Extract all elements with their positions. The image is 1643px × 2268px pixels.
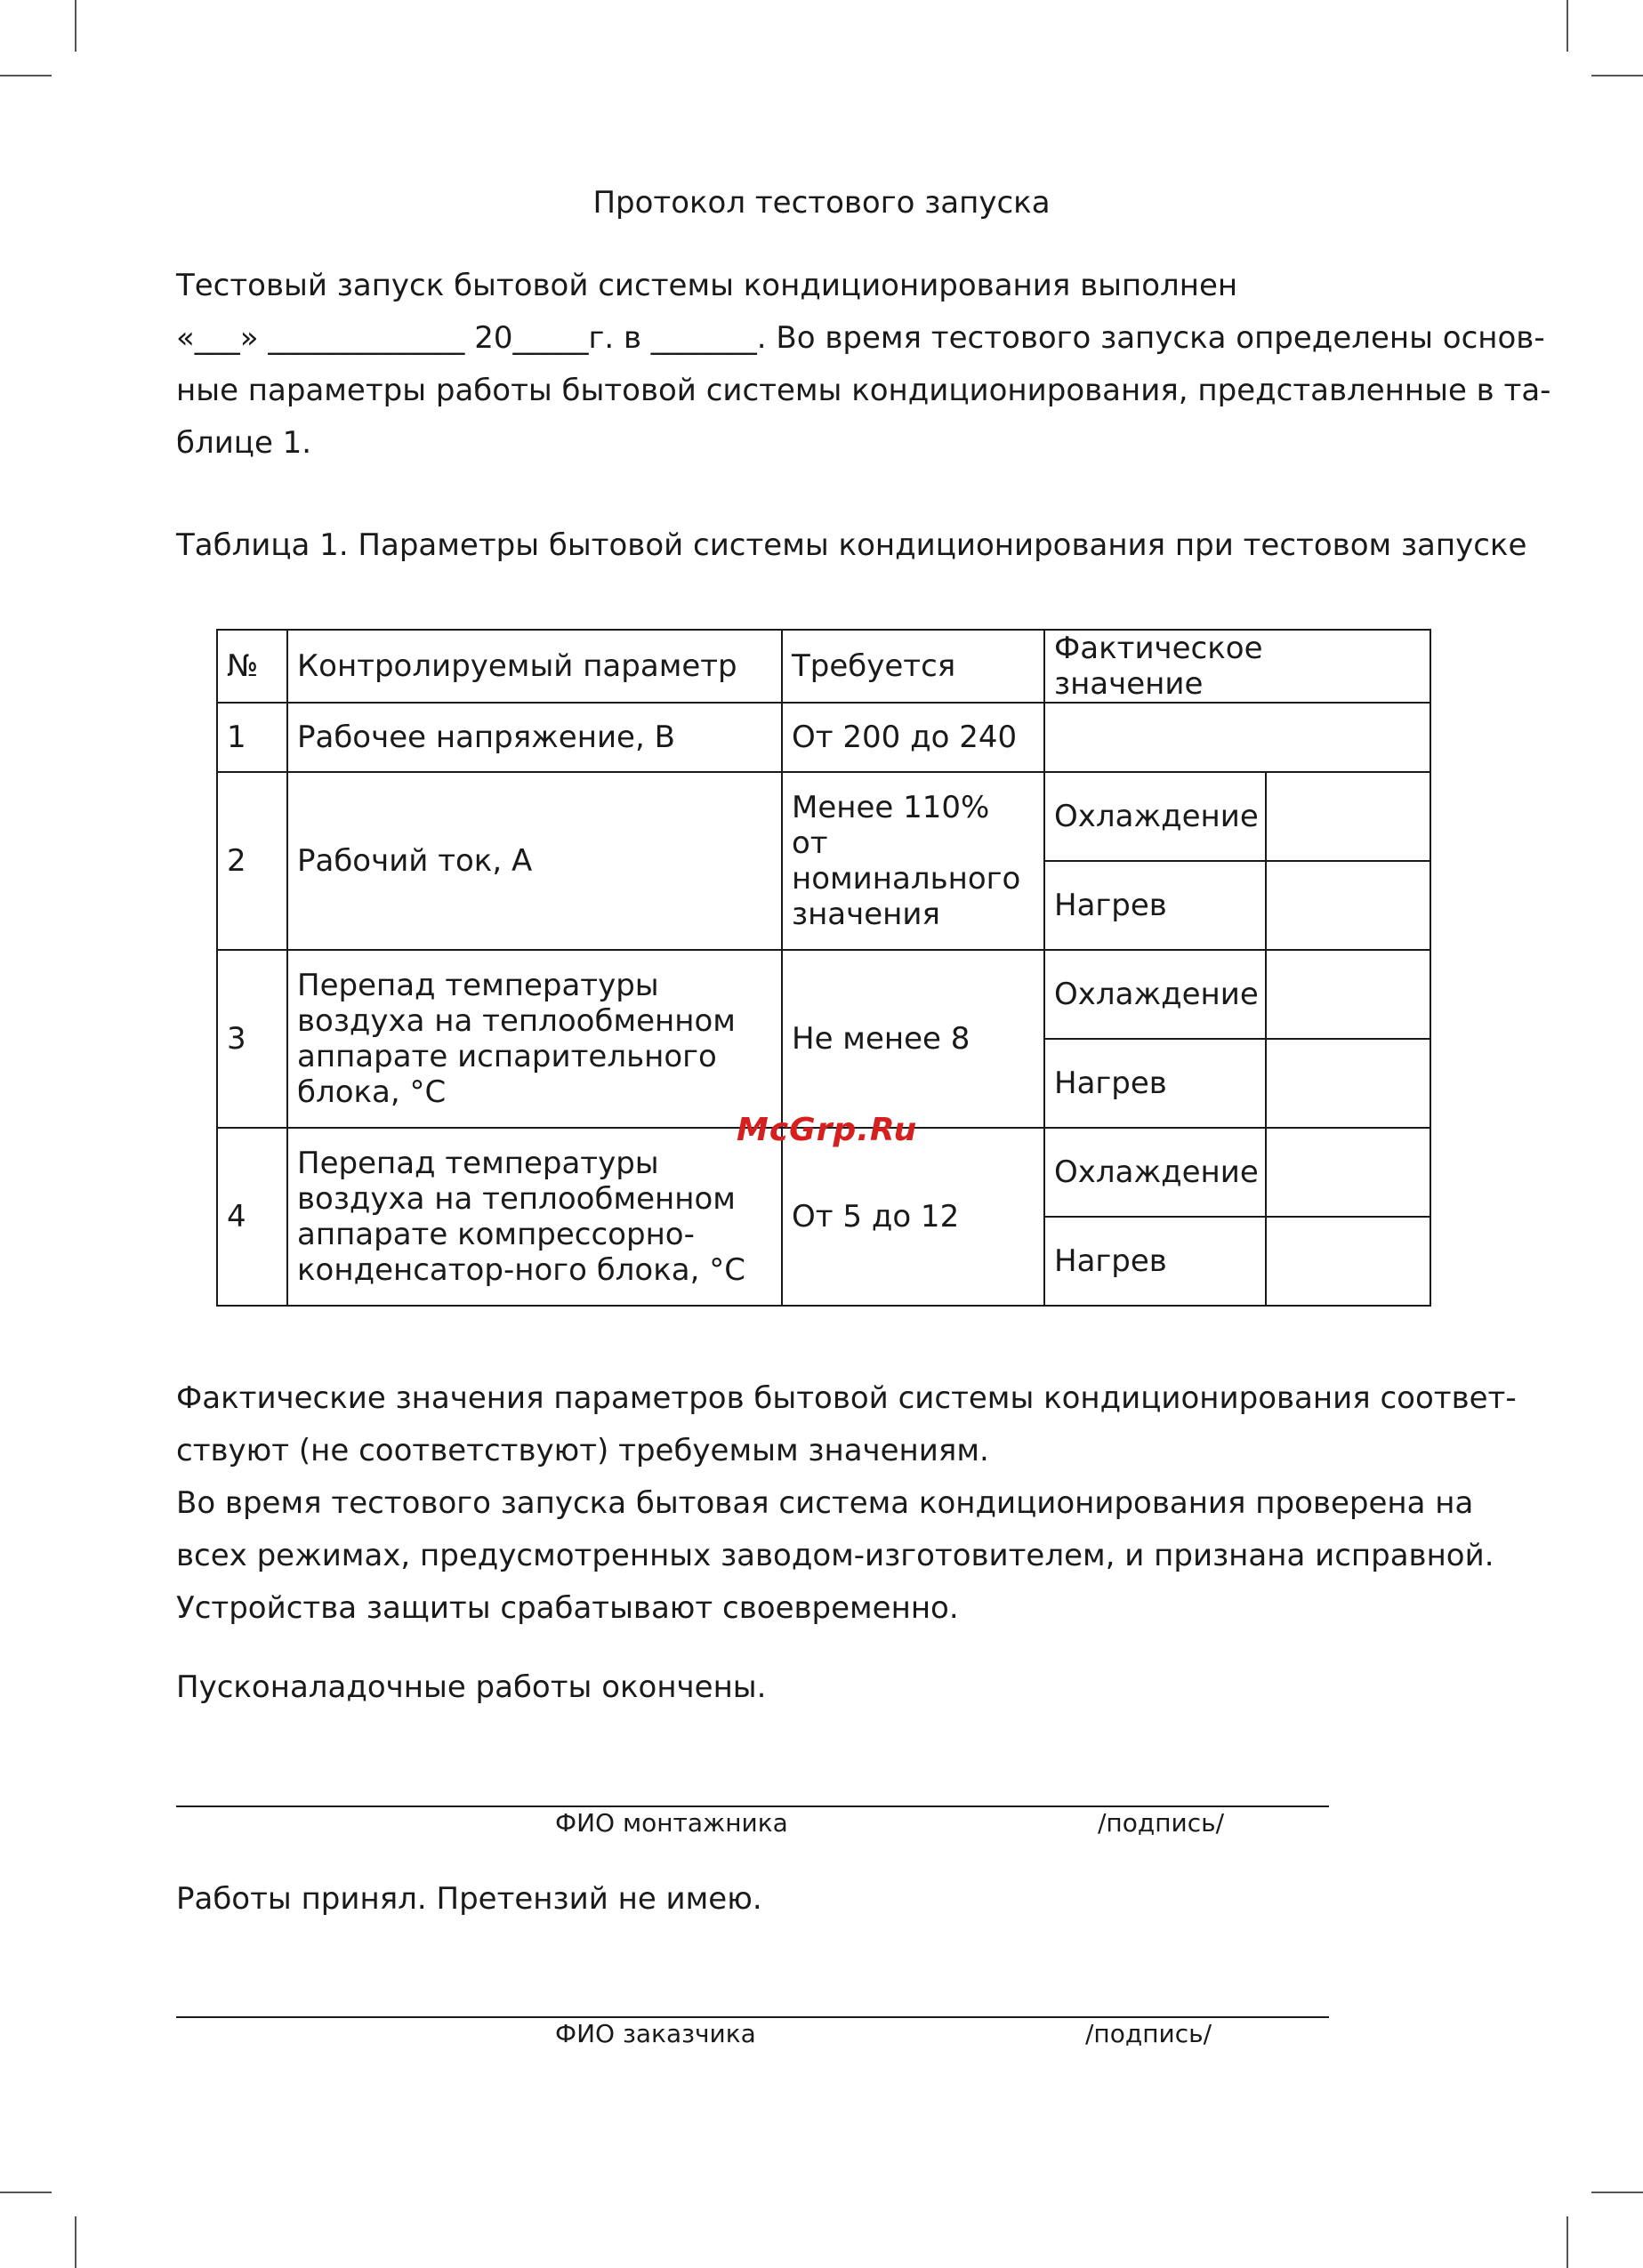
customer-signature-line (176, 2016, 1329, 2018)
table-row (217, 950, 1430, 1039)
installer-sign-label: /подпись/ (1098, 1808, 1225, 1838)
text-line: ствуют (не соответствуют) требуемым значениям. (176, 1433, 989, 1468)
row-number: 4 (217, 1128, 287, 1306)
mode-label: Нагрев (1044, 1039, 1266, 1128)
row-required: Не менее 8 (782, 950, 1044, 1128)
table-row (217, 703, 1430, 772)
crop-mark (1591, 2192, 1643, 2193)
actual-value-cell (1266, 950, 1430, 1039)
conclusion-paragraph (176, 1372, 1517, 1635)
text-line: всех режимах, предусмотренных заводом-изготовителем, и признана исправной. (176, 1538, 1494, 1573)
text-line: Фактические значения параметров бытовой системы кондиционирования соответ- (176, 1380, 1517, 1416)
actual-value-cell (1266, 1039, 1430, 1128)
page-title: Протокол тестового запуска (592, 185, 1051, 221)
row-parameter: Перепад температуры воздуха на теплообменном аппарате испарительного блока, °С (287, 950, 782, 1128)
mode-label: Охлаждение (1044, 772, 1266, 861)
customer-sign-label: /подпись/ (1085, 2019, 1212, 2048)
installer-signature-line (176, 1806, 1329, 1807)
crop-mark (1566, 2216, 1568, 2268)
row-parameter: Рабочее напряжение, В (287, 703, 782, 772)
crop-mark (75, 0, 77, 52)
actual-value-cell (1266, 1128, 1430, 1217)
row-parameter: Рабочий ток, А (287, 772, 782, 950)
table-row (217, 772, 1430, 861)
actual-value-cell (1266, 772, 1430, 861)
row-number: 2 (217, 772, 287, 950)
row-required: От 5 до 12 (782, 1128, 1044, 1306)
completion-text (176, 1661, 1468, 1714)
actual-value-cell (1266, 1217, 1430, 1306)
text-line: Во время тестового запуска бытовая система кондиционирования проверена на (176, 1485, 1474, 1521)
parameters-table (216, 629, 1431, 1307)
mode-label: Нагрев (1044, 1217, 1266, 1306)
header-cell-number: № (217, 630, 287, 703)
text-line: Тестовый запуск бытовой системы кондиционирования выполнен (176, 268, 1238, 303)
row-number: 1 (217, 703, 287, 772)
text-line: Пусконаладочные работы окончены. (176, 1669, 767, 1705)
row-parameter: Перепад температуры воздуха на теплообменном аппарате компрессорно-конденсатор-ного блока, °С (287, 1128, 782, 1306)
text-line: Устройства защиты срабатывают своевременно. (176, 1590, 959, 1626)
crop-mark (0, 2192, 52, 2193)
actual-value-cell (1044, 703, 1430, 772)
mode-label: Охлаждение (1044, 1128, 1266, 1217)
row-number: 3 (217, 950, 287, 1128)
header-cell-parameter: Контролируемый параметр (287, 630, 782, 703)
text-line: блице 1. (176, 425, 312, 461)
table-header-row (217, 630, 1430, 703)
row-required: От 200 до 240 (782, 703, 1044, 772)
acceptance-text (176, 1873, 1468, 1926)
installer-name-label: ФИО монтажника (555, 1808, 788, 1838)
actual-value-cell (1266, 861, 1430, 950)
crop-mark (1591, 75, 1643, 76)
mode-label: Нагрев (1044, 861, 1266, 950)
header-cell-required: Требуется (782, 630, 1044, 703)
watermark-text: McGrp.Ru (737, 1112, 918, 1148)
row-required: Менее 110% от номинального значения (782, 772, 1044, 950)
customer-name-label: ФИО заказчика (555, 2019, 756, 2048)
table-caption: Таблица 1. Параметры бытовой системы кондиционирования при тестовом запуске (176, 527, 1527, 563)
text-line: ные параметры работы бытовой системы кондиционирования, представленные в та- (176, 373, 1551, 408)
intro-paragraph (176, 260, 1551, 470)
text-line: Работы принял. Претензий не имею. (176, 1881, 762, 1917)
text-line: «___» _____________ 20_____г. в _______. Во время тестового запуска определены основ- (176, 320, 1545, 356)
crop-mark (75, 2216, 77, 2268)
crop-mark (1566, 0, 1568, 52)
crop-mark (0, 75, 52, 76)
mode-label: Охлаждение (1044, 950, 1266, 1039)
header-cell-actual: Фактическое значение (1044, 630, 1430, 703)
